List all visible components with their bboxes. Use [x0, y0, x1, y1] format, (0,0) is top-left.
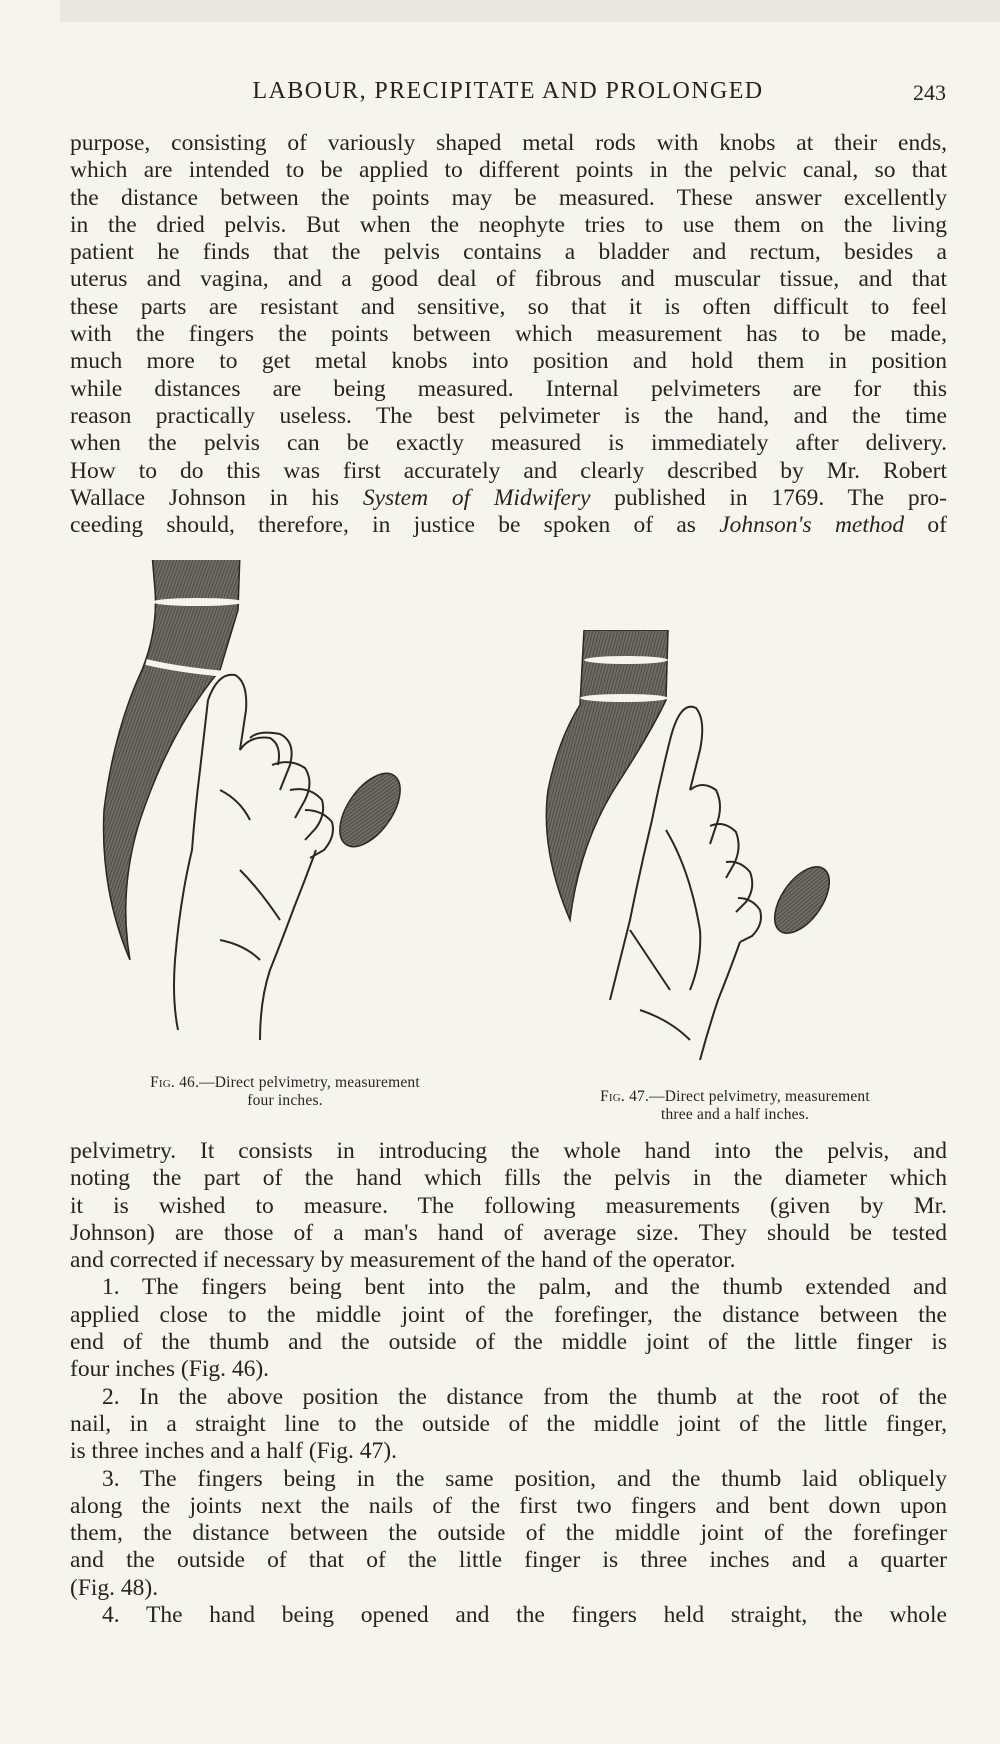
page-scan-edge [60, 0, 1000, 22]
measurement-band-lower [580, 694, 668, 702]
pelvic-knob-shape [764, 857, 840, 942]
caption-line: three and a half inches. [660, 1106, 810, 1123]
text-line: it is wished to measure. The following measurements (given by Mr. [70, 1192, 947, 1219]
text-line: 4. The hand being opened and the fingers held straight, the whole [102, 1602, 947, 1629]
text-run: of [904, 512, 947, 539]
hand-drawing [174, 675, 333, 1040]
text-line: while distances are being measured. Internal pelvimeters are for this [70, 375, 947, 402]
text-run: ceeding should, therefore, in justice be spoken of as [70, 512, 720, 539]
text-line: when the pelvis can be exactly measured is immediately after delivery. [70, 430, 947, 457]
text-line: the distance between the points may be measured. These answer excellently [70, 184, 947, 211]
text-line: along the joints next the nails of the first two fingers and bent down upon [70, 1492, 947, 1519]
running-title: LABOUR, PRECIPITATE AND PROLONGED [252, 78, 764, 104]
text-line [70, 512, 947, 539]
text-line: noting the part of the hand which fills the pelvis in the diameter which [70, 1165, 947, 1192]
text-line: 1. The fingers being bent into the palm, and the thumb extended and [102, 1274, 947, 1301]
caption-line: four inches. [247, 1092, 323, 1109]
caption-line [95, 1074, 475, 1092]
text-line: purpose, consisting of variously shaped metal rods with knobs at their ends, [70, 130, 947, 156]
text-line: patient he finds that the pelvis contains a bladder and rectum, besides a [70, 239, 947, 266]
pelvic-knob-shape [328, 763, 412, 857]
text-line: four inches (Fig. 46). [70, 1356, 270, 1383]
text-line: with the fingers the points between which measurement has to be made, [70, 321, 947, 348]
figure-47-caption [545, 1088, 925, 1124]
pelvis-section-shape [546, 630, 668, 920]
text-line: in the dried pelvis. But when the neophyte tries to use them on the living [70, 211, 947, 238]
text-line [70, 485, 947, 512]
measurement-band-upper [584, 656, 668, 664]
page-number: 243 [913, 80, 946, 105]
text-line: much more to get metal knobs into position and hold them in position [70, 348, 947, 375]
text-line: end of the thumb and the outside of the middle joint of the little finger is [70, 1329, 947, 1356]
caption-text: —Direct pelvimetry, measurement [649, 1088, 870, 1105]
measurement-band-upper [152, 598, 244, 606]
text-line: which are intended to be applied to different points in the pelvic canal, so that [70, 157, 947, 184]
text-line: How to do this was first accurately and clearly described by Mr. Robert [70, 457, 947, 484]
book-title-italic: System of Midwifery [362, 484, 591, 511]
text-line: these parts are resistant and sensitive, so that it is often difficult to feel [70, 293, 947, 320]
paragraph-top [70, 130, 947, 539]
text-line: pelvimetry. It consists in introducing the whole hand into the pelvis, and [70, 1138, 947, 1164]
method-name-italic: Johnson's method [719, 512, 905, 539]
figure-46-caption [95, 1074, 475, 1110]
text-line: uterus and vagina, and a good deal of fibrous and muscular tissue, and that [70, 266, 947, 293]
text-line: reason practically useless. The best pelvimeter is the hand, and the time [70, 402, 947, 429]
figure-46-illustration [100, 560, 460, 1080]
page-header [70, 78, 946, 112]
text-line: (Fig. 48). [70, 1574, 159, 1601]
text-line: is three inches and a half (Fig. 47). [70, 1438, 397, 1465]
text-line: them, the distance between the outside of the middle joint of the forefinger [70, 1520, 947, 1547]
text-line: applied close to the middle joint of the forefinger, the distance between the [70, 1301, 947, 1328]
text-line: nail, in a straight line to the outside of the middle joint of the little finger, [70, 1410, 947, 1437]
text-line: and corrected if necessary by measurement of the hand of the operator. [70, 1247, 736, 1274]
text-line: Johnson) are those of a man's hand of average size. They should be tested [70, 1219, 947, 1246]
figure-label: Fig. 47. [600, 1088, 650, 1105]
figure-47-illustration [540, 630, 920, 1070]
text-line: 2. In the above position the distance from the thumb at the root of the [102, 1383, 947, 1410]
paragraph-bottom [70, 1138, 947, 1629]
text-run: published in 1769. The pro- [590, 484, 947, 511]
caption-text: —Direct pelvimetry, measurement [199, 1074, 420, 1091]
caption-line [545, 1088, 925, 1106]
pelvis-section-shape [104, 560, 240, 960]
text-run: Wallace Johnson in his [70, 484, 363, 511]
text-line: and the outside of that of the little finger is three inches and a quarter [70, 1547, 947, 1574]
figure-label: Fig. 46. [150, 1074, 200, 1091]
text-line: 3. The fingers being in the same position, and the thumb laid obliquely [102, 1465, 947, 1492]
